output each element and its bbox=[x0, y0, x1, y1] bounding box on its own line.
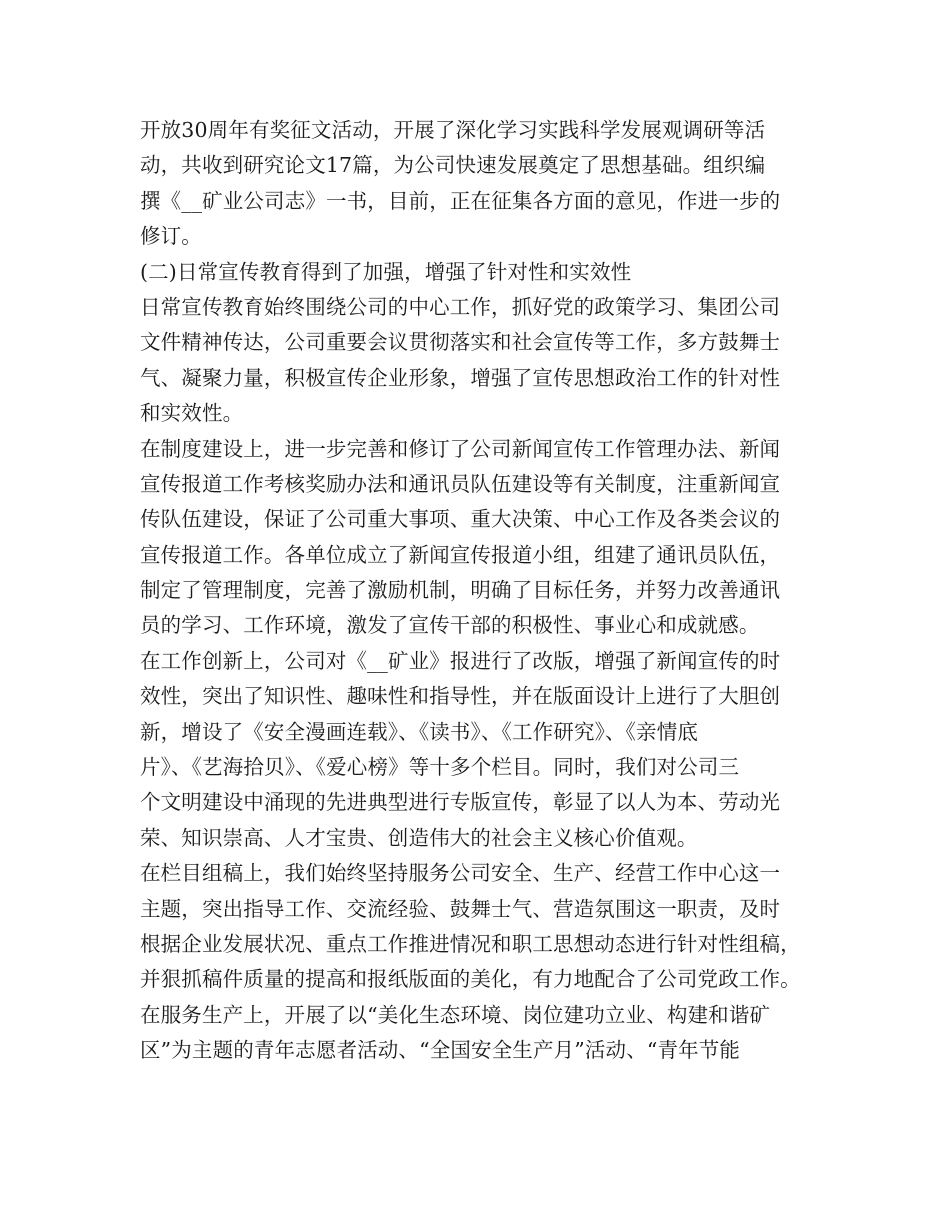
text-line: 新，增设了《安全漫画连载》、《读书》、《工作研究》、《亲情底 bbox=[140, 719, 698, 744]
text-line: 文件精神传达，公司重要会议贯彻落实和社会宣传等工作，多方鼓舞士 bbox=[140, 330, 781, 355]
text-line: 动，共收到研究论文17篇，为公司快速发展奠定了思想基础。组织编 bbox=[140, 153, 766, 178]
text-line: 区”为主题的青年志愿者活动、“全国安全生产月”活动、“青年节能 bbox=[140, 1038, 741, 1063]
text-line: 开放30周年有奖征文活动，开展了深化学习实践科学发展观调研等活 bbox=[140, 118, 766, 142]
text-line: 并狠抓稿件质量的提高和报纸版面的美化，有力地配合了公司党政工作。 bbox=[140, 967, 801, 992]
text-line: 在栏目组稿上，我们始终坚持服务公司安全、生产、经营工作中心这一 bbox=[140, 861, 781, 886]
text-line: 宣传报道工作。各单位成立了新闻宣传报道小组，组建了通讯员队伍， bbox=[140, 542, 781, 567]
text-line: 效性，突出了知识性、趣味性和指导性，并在版面设计上进行了大胆创 bbox=[140, 684, 781, 709]
text-line: 气、凝聚力量，积极宣传企业形象，增强了宣传思想政治工作的针对性 bbox=[140, 365, 781, 390]
text-line: 在服务生产上，开展了以“美化生态环境、岗位建功立业、构建和谐矿 bbox=[140, 1002, 771, 1027]
text-line: 修订。 bbox=[140, 224, 202, 249]
text-line: 荣、知识崇高、人才宝贵、创造伟大的社会主义核心价值观。 bbox=[140, 825, 698, 850]
text-line: 员的学习、工作环境，激发了宣传干部的积极性、事业心和成就感。 bbox=[140, 613, 760, 638]
text-line: 个文明建设中涌现的先进典型进行专版宣传，彰显了以人为本、劳动光 bbox=[140, 790, 781, 815]
text-line: 日常宣传教育始终围绕公司的中心工作，抓好党的政策学习、集团公司 bbox=[140, 294, 781, 319]
text-line: 和实效性。 bbox=[140, 401, 244, 426]
text-line: 宣传报道工作考核奖励办法和通讯员队伍建设等有关制度，注重新闻宣 bbox=[140, 471, 781, 496]
text-line: 制定了管理制度，完善了激励机制，明确了目标任务，并努力改善通讯 bbox=[140, 578, 781, 603]
text-line: 传队伍建设，保证了公司重大事项、重大决策、中心工作及各类会议的 bbox=[140, 507, 781, 532]
section-heading: (二)日常宣传教育得到了加强，增强了针对性和实效性 bbox=[140, 259, 632, 284]
text-line: 主题，突出指导工作、交流经验、鼓舞士气、营造氛围这一职责，及时 bbox=[140, 896, 781, 921]
text-line: 在工作创新上，公司对《__矿业》报进行了改版，增强了新闻宣传的时 bbox=[140, 648, 781, 673]
document-body bbox=[140, 113, 830, 1069]
text-line: 片》、《艺海拾贝》、《爱心榜》等十多个栏目。同时，我们对公司三 bbox=[140, 755, 740, 780]
text-line: 在制度建设上，进一步完善和修订了公司新闻宣传工作管理办法、新闻 bbox=[140, 436, 781, 461]
text-line: 撰《__矿业公司志》一书，目前，正在征集各方面的意见，作进一步的 bbox=[140, 188, 781, 213]
text-line: 根据企业发展状况、重点工作推进情况和职工思想动态进行针对性组稿， bbox=[140, 931, 801, 956]
